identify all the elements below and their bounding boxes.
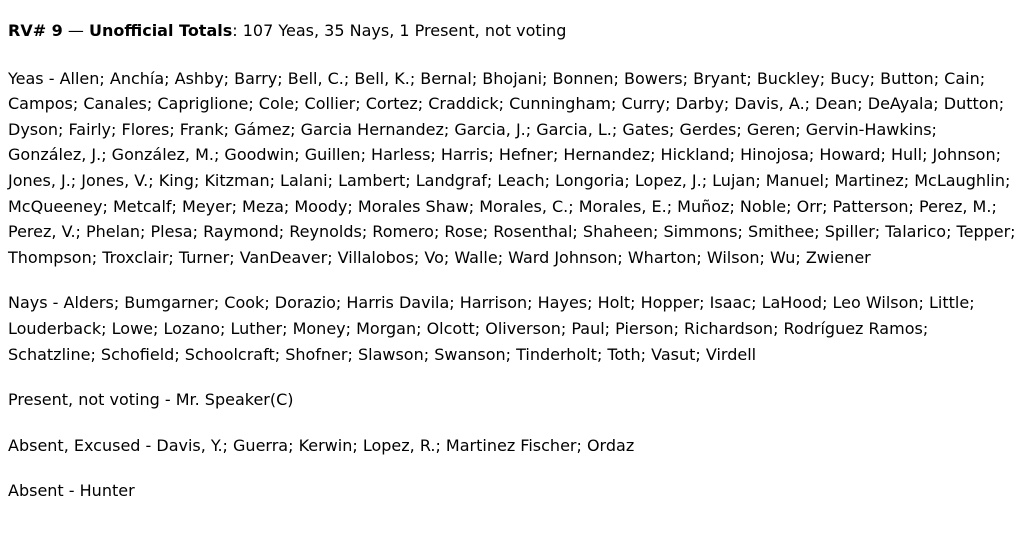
totals-label: Unofficial Totals [88,21,233,40]
yeas-list: Yeas - Allen; Anchía; Ashby; Barry; Bell, C.; Bell, K.; Bernal; Bhojani; Bonnen; Bowers; Bryant; Buckley; Bucy; Button; Cain; Campos; Canales; Capriglione; Cole; Collier; Cortez; Craddick; Cunningham; Curry; Darby; Davis, A.; Dean; DeAyala; Dutton; Dyson; Fairly; Flores; Frank; Gámez; Garcia Hernandez; Garcia, J.; Garcia, L.; Gates; Gerdes; Geren; Gervin-Hawkins; González, J.; González, M.; Goodwin; Guillen; Harless; Harris; Hefner; Hernandez; Hickland; Hinojosa; Howard; Hull; Johnson; Jones, J.; Jones, V.; King; Kitzman; Lalani; Lambert; Landgraf; Leach; Longoria; Lopez, J.; Lujan; Manuel; Martinez; McLaughlin; McQueeney; Metcalf; Meyer; Meza; Moody; Morales Shaw; Morales, C.; Morales, E.; Muñoz; Noble; Orr; Patterson; Perez, M.; Perez, V.; Phelan; Plesa; Raymond; Reynolds; Romero; Rose; Rosenthal; Shaheen; Simmons; Smithee; Spiller; Talarico; Tepper; Thompson; Troxclair; Turner; VanDeaver; Villalobos; Vo; Walle; Ward Johnson; Wharton; Wilson; Wu; Zwiener [8,68,1016,267]
absent-excused-list: Absent, Excused - Davis, Y.; Guerra; Kerwin; Lopez, R.; Martinez Fischer; Ordaz [8,435,635,455]
vote-heading [8,18,1016,44]
present-not-voting-list: Present, not voting - Mr. Speaker(C) [8,390,294,410]
totals-value: : 107 Yeas, 35 Nays, 1 Present, not voting [232,21,567,40]
nays-list: Nays - Alders; Bumgarner; Cook; Dorazio; Harris Davila; Harrison; Hayes; Holt; Hopper; Isaac; LaHood; Leo Wilson; Little; Louderback; Lowe; Lozano; Luther; Money; Morgan; Olcott; Oliverson; Paul; Pierson; Richardson; Rodríguez Ramos; Schatzline; Schofield; Schoolcraft; Shofner; Slawson; Swanson; Tinderholt; Toth; Vasut; Virdell [8,293,975,364]
absent-list: Absent - Hunter [8,481,135,501]
roll-vote-number: RV# 9 [8,21,63,40]
heading-dash: — [62,21,89,40]
